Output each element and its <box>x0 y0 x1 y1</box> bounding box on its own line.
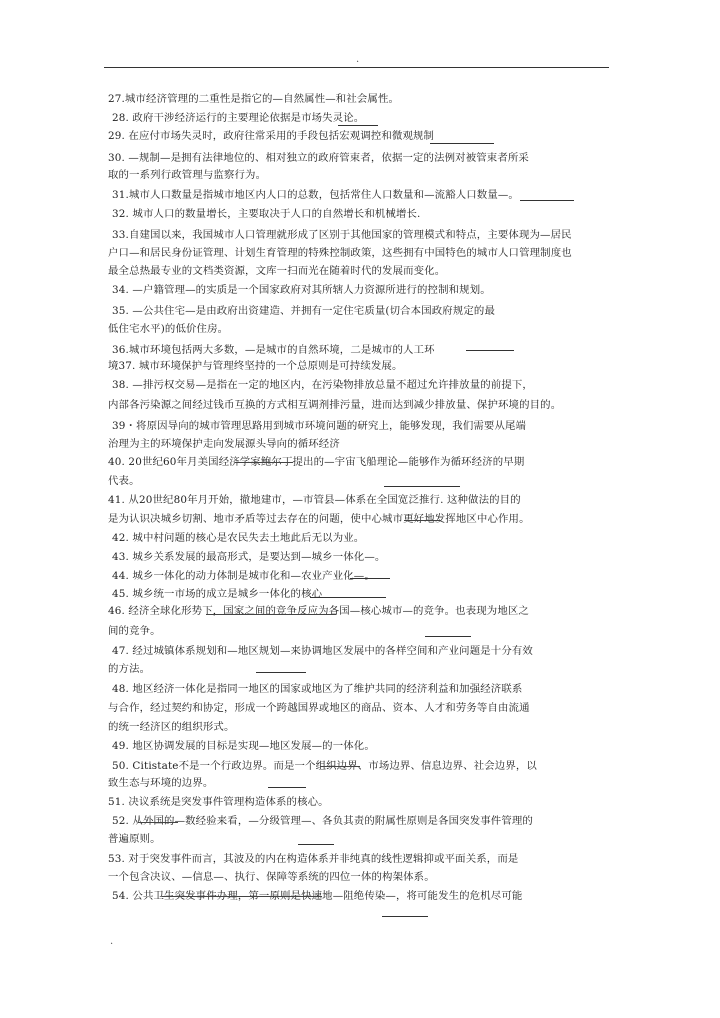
line-48c: 的统一经济区的组织形式。 <box>108 721 235 733</box>
line-40a: 40. 20世纪60年月美国经济学家鲍尔丁提出的—宇宙飞船理论—能够作为循环经济的早期 <box>108 456 525 468</box>
line-35b: 低住宅水平)的低价住房。 <box>108 323 229 335</box>
line-32: 32. 城市人口的数量增长，主要取决于人口的自然增长和机械增长. <box>112 208 421 220</box>
line-45: 45. 城乡统一市场的成立是城乡一体化的核心 <box>112 588 323 600</box>
line-49: 49. 地区协调发展的目标是实现—地区发展—的一体化。 <box>112 740 375 752</box>
line-51: 51. 决议系统是突发事件管理构造体系的核心。 <box>108 796 329 808</box>
line-30b: 取的一系列行政管理与监察行为。 <box>108 169 267 181</box>
footer-mark: . <box>110 936 114 947</box>
line-33c: 最全总热最专业的文档类资源，文库一扫而光在随着时代的发展而变化。 <box>108 265 446 277</box>
line-43: 43. 城乡关系发展的最高形式，是要达到—城乡一体化—。 <box>112 551 386 563</box>
line-50a: 50. Citistate不是一个行政边界。而是一个组织边界、市场边界、信息边界、社会边界，以 <box>112 760 537 772</box>
answer-underline <box>350 578 390 579</box>
line-46b: 间的竞争。 <box>108 625 161 637</box>
answer-underline <box>256 672 306 673</box>
answer-underline <box>338 125 378 126</box>
line-53a: 53. 对于突发事件而言，其波及的内在构造体系并非纯真的线性逻辑抑或平面关系，而是 <box>108 853 519 865</box>
line-47a: 47. 经过城镇体系规划和—地区规划—来协调地区发展中的各样空间和产业问题是十分有效 <box>112 645 533 657</box>
answer-underline <box>520 200 574 201</box>
line-28: 28. 政府干涉经济运行的主要理论依据是市场失灵论。 <box>112 112 365 124</box>
answer-underline <box>466 350 514 351</box>
line-50b: 致生态与环境的边界。 <box>108 777 214 789</box>
strike-mark <box>206 614 336 615</box>
answer-underline <box>384 486 460 487</box>
line-31: 31.城市人口数量是指城市地区内人口的总数，包括常住人口数量和—流豁人口数量—。 <box>112 189 519 201</box>
line-38b: 内部各污染源之间经过钱币互换的方式相互调剂排污量，进而达到减少排放量、保护环境的目的。 <box>108 399 562 411</box>
line-48b: 与合作，经过契约和协定，形成一个跨越国界或地区的商品、资本、人才和劳务等自由流通 <box>108 702 530 714</box>
line-48a: 48. 地区经济一体化是指同一地区的国家或地区为了维护共同的经济利益和加强经济联系 <box>112 683 523 695</box>
line-44: 44. 城乡一体化的动力体制是城市化和—农业产业化—。 <box>112 570 375 582</box>
line-54: 54. 公共卫生突发事件办理，第一原则是快速地—阻绝传染—，将可能发生的危机尽可能 <box>112 890 523 902</box>
strike-mark <box>404 520 440 521</box>
answer-underline <box>382 916 428 917</box>
line-33a: 33.自建国以来，我国城市人口管理就形成了区别于其他国家的管理模式和特点，主要体现为—居民 <box>112 229 572 241</box>
answer-underline <box>310 597 386 598</box>
answer-underline <box>430 143 494 144</box>
line-30a: 30. —规制—是拥有法律地位的、相对独立的政府管束者，依据一定的法例对被管束者所采 <box>108 152 529 164</box>
line-29: 29. 在应付市场失灵时，政府往常采用的手段包括宏观调控和微观规制 <box>108 130 435 142</box>
strike-mark <box>162 896 322 897</box>
line-53b: 一个包含决议、—信息—、执行、保障等系统的四位一体的构架体系。 <box>108 871 435 883</box>
line-34: 34. —户籍管理—的实质是一个国家政府对其所辖人力资源所进行的控制和规划。 <box>112 284 491 296</box>
line-39a: 39・将原因导向的城市管理思路用到城市环境问题的研究上，能够发现，我们需要从尾端 <box>112 420 527 432</box>
line-36a: 36.城市环境包括两大多数，—是城市的自然环境，二是城市的人工环 <box>112 344 435 356</box>
strike-mark <box>235 462 293 463</box>
answer-underline <box>298 844 334 845</box>
line-40b: 代表。 <box>108 475 140 487</box>
answer-underline <box>425 636 471 637</box>
line-35a: 35. —公共住宅—是由政府出资建造、并拥有一定住宅质量(切合本国政府规定的最 <box>112 305 496 317</box>
line-42: 42. 城中村问题的核心是农民失去土地此后无以为业。 <box>112 532 365 544</box>
header-mark: . <box>356 54 360 65</box>
line-38a: 38. —排污权交易—是指在一定的地区内，在污染物排放总量不超过允许排放量的前提下， <box>112 379 533 391</box>
line-33b: 户口—和居民身份证管理、计划生育管理的特殊控制政策，这些拥有中国特色的城市人口管理制度也 <box>108 247 572 259</box>
line-52a: 52. 从外国的—数经验来看，—分级管理—、各负其责的附属性原则是各国突发事件管理的 <box>112 815 533 827</box>
line-27: 27.城市经济管理的二重性是指它的—自然属性—和社会属性。 <box>108 93 400 105</box>
line-52b: 普遍原则。 <box>108 833 161 845</box>
line-39b: 治理为主的环境保护走向发展源头导向的循环经济 <box>108 438 340 450</box>
header-rule <box>104 67 609 68</box>
line-46a: 46. 经济全球化形势下，国家之间的竞争反应为各国—核心城市—的竞争。也表现为地区之 <box>108 605 529 617</box>
strike-mark <box>138 822 178 823</box>
line-47b: 的方法。 <box>108 663 151 675</box>
line-41b: 是为认识决城乡切割、地市矛盾等过去存在的问题，使中心城市更好地发挥地区中心作用。 <box>108 513 530 525</box>
line-41a: 41. 从20世纪80年月开始，撤地建市，—市管县—体系在全国宽泛推行. 这种做法的目的 <box>108 494 521 506</box>
answer-underline <box>268 787 306 788</box>
line-36b: 境37. 城市环境保护与管理终坚持的一个总原则是可持续发展。 <box>108 360 403 372</box>
strike-mark <box>320 766 360 767</box>
